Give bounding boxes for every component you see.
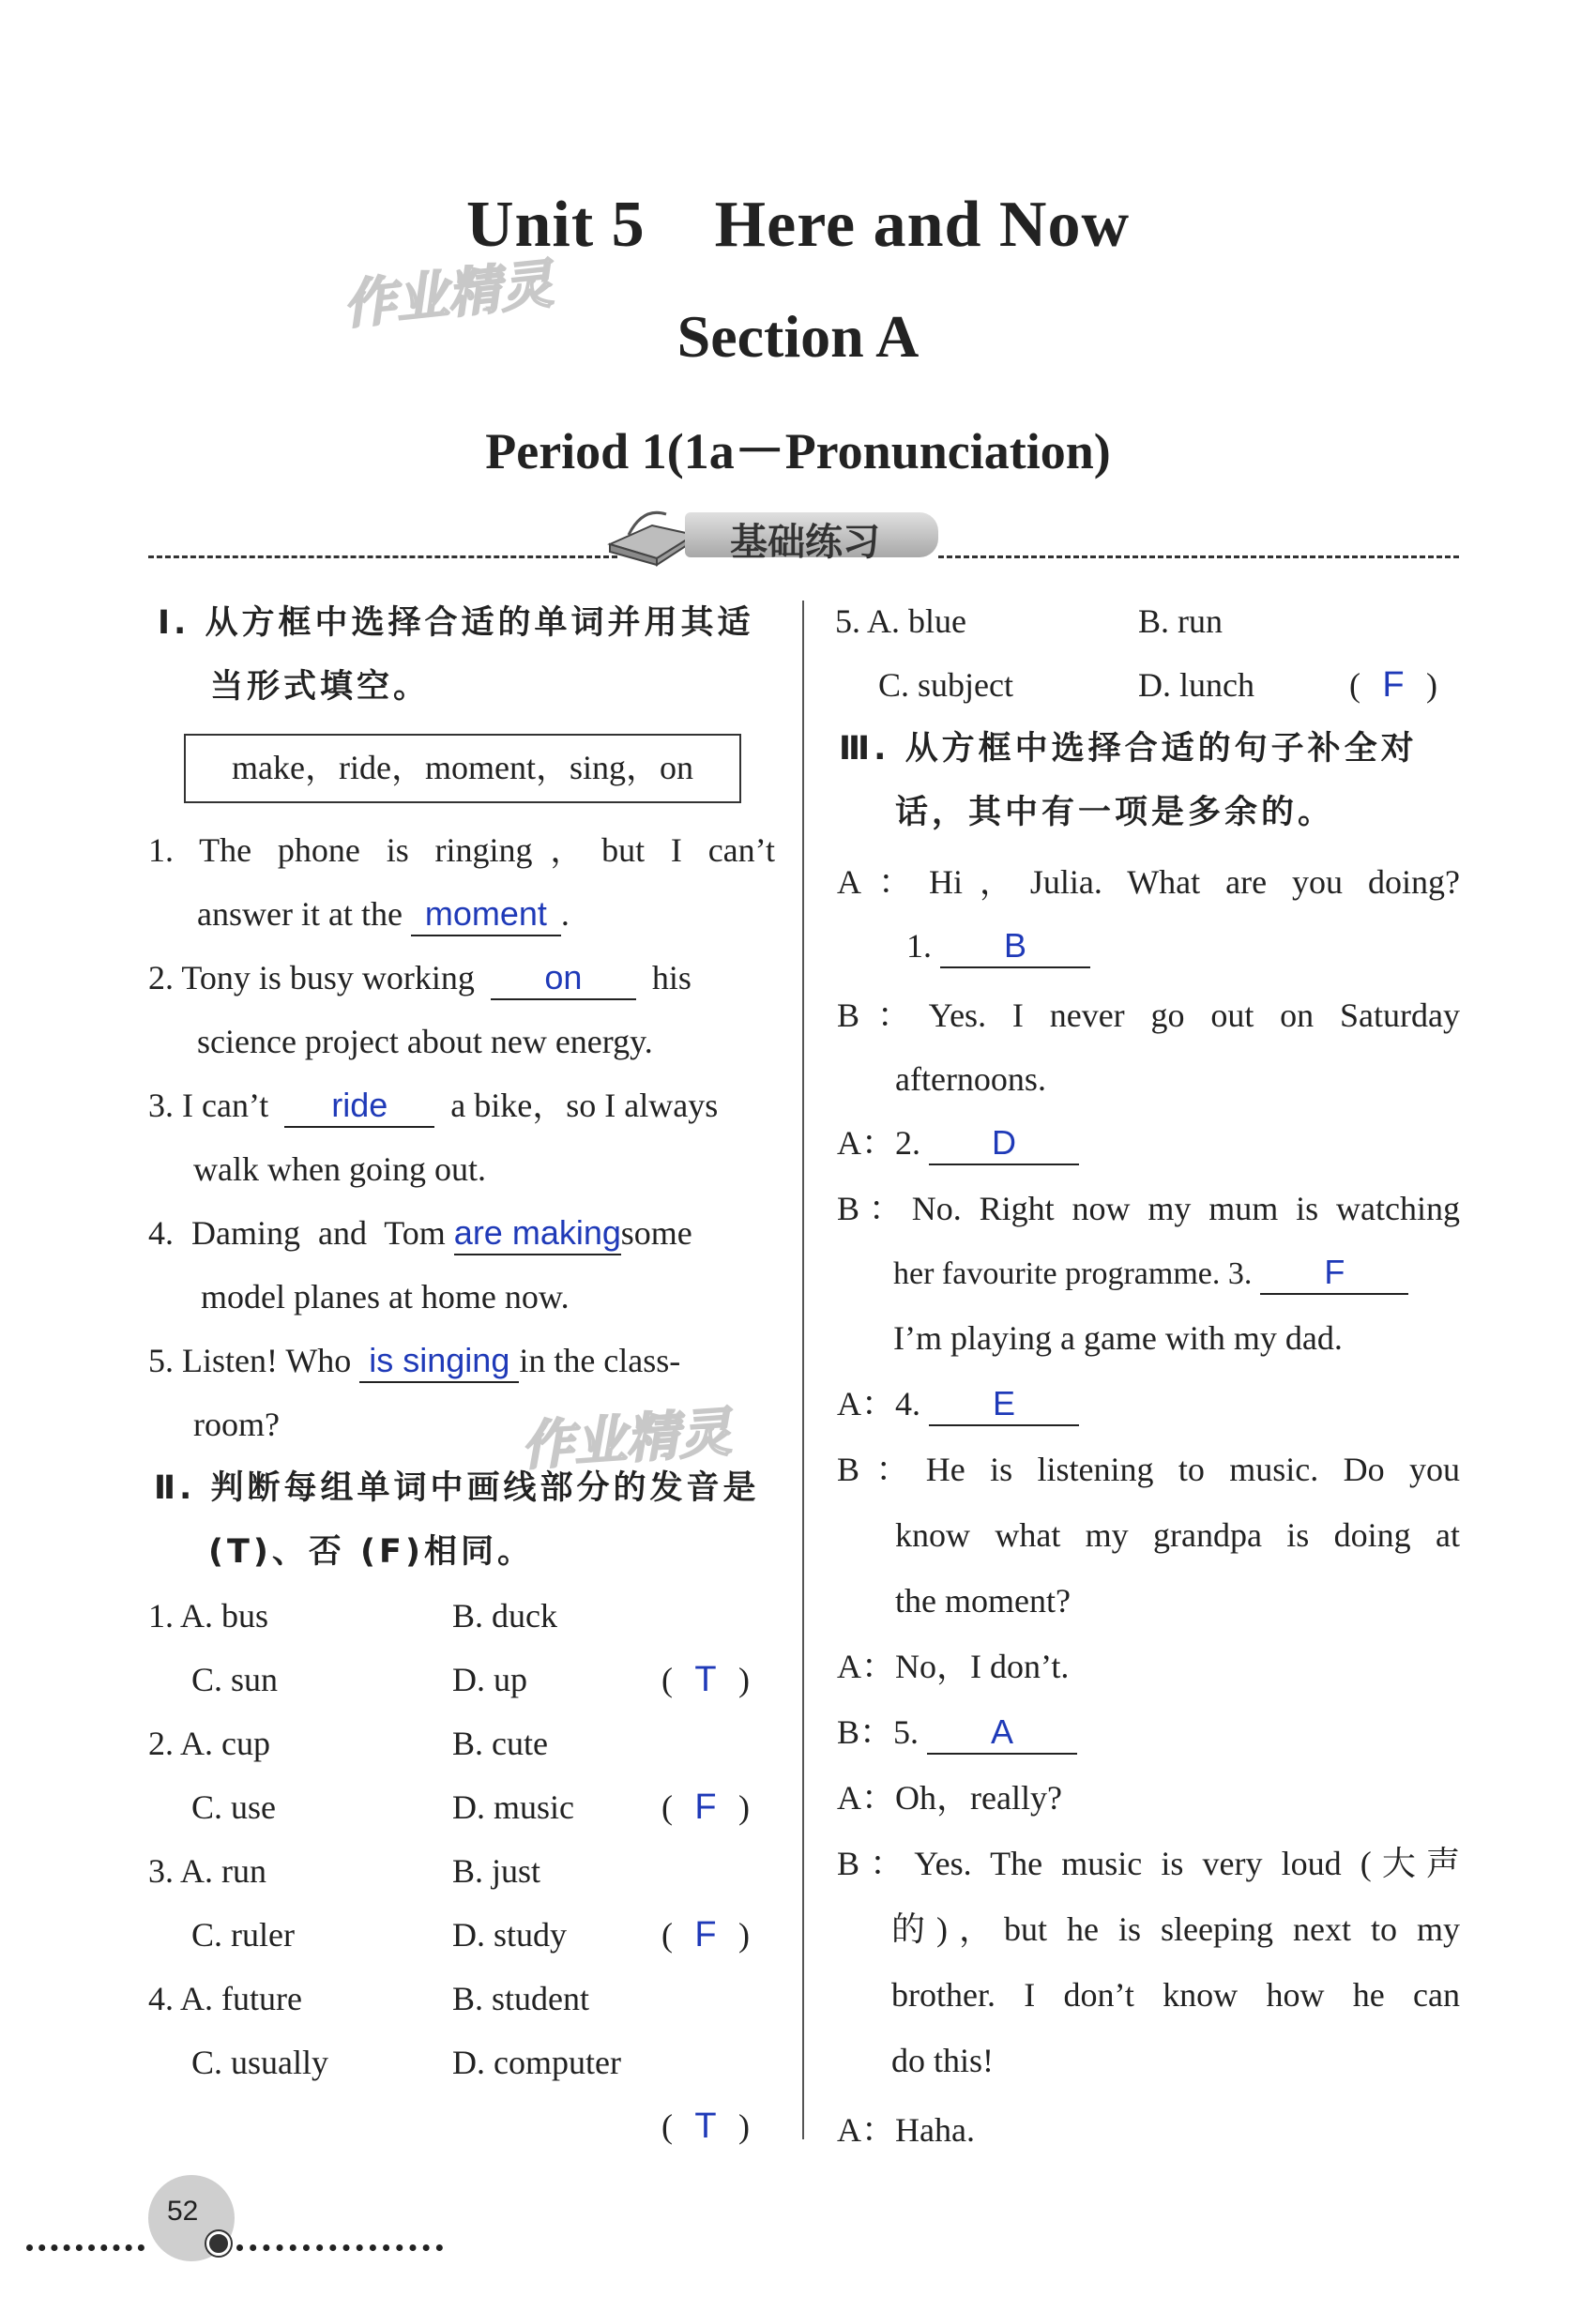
p2-item2-option-a: A. cup — [180, 1725, 270, 1762]
part1-title-line2: 当形式填空。 — [210, 668, 431, 706]
dialog-line-6c: the moment? — [895, 1582, 1071, 1620]
dialog-line-4b — [893, 1240, 1408, 1306]
dialog-line-10b: 的)，but he is sleeping next to my — [891, 1910, 1460, 1948]
part3-title-line2: 话，其中有一项是多余的。 — [895, 794, 1335, 831]
p2-item4-option-a: A. future — [180, 1980, 302, 2017]
dialog-line-7: A：No，I don’t. — [837, 1648, 1070, 1685]
p2-item3-num: 3. — [148, 1852, 174, 1890]
blank4[interactable] — [929, 1383, 1079, 1426]
dialog-line-10: B：Yes. The music is very loud (大声 — [837, 1845, 1460, 1882]
q3-text-end: a bike，so I always — [450, 1087, 719, 1124]
p2-item4-option-d: D. computer — [452, 2044, 621, 2081]
part1-title-line1: Ⅰ. 从方框中选择合适的单词并用其适 — [158, 604, 754, 642]
p2-item4-answer: T — [694, 2107, 717, 2146]
p2-item3-option-c: C. ruler — [191, 1916, 295, 1954]
p2-item4-answer-bracket[interactable]: ( T ) — [661, 2094, 774, 2159]
blank3[interactable] — [1260, 1252, 1408, 1295]
q5-text-end: in the class- — [519, 1342, 681, 1379]
p2-item3-option-a: A. run — [180, 1852, 267, 1890]
line5-text: A：4. — [837, 1385, 920, 1422]
blank5-answer: A — [991, 1712, 1014, 1751]
line4b-text: her favourite programme. 3. — [893, 1256, 1253, 1291]
p2-item5-answer: F — [1382, 665, 1405, 705]
dialog-blank-1 — [906, 914, 1090, 979]
page-number-dot-icon — [206, 2231, 231, 2256]
part3-title-line1: Ⅲ. 从方框中选择合适的句子补全对 — [839, 730, 1418, 768]
blank3-answer: F — [1324, 1253, 1345, 1291]
p2-item5-option-b: B. run — [1138, 602, 1223, 640]
page-number: 52 — [167, 2196, 199, 2227]
dialog-line-2b: afternoons. — [895, 1060, 1046, 1098]
p2-item3-answer-bracket[interactable]: ( F ) — [661, 1903, 774, 1968]
p2-item3-option-b: B. just — [452, 1852, 541, 1890]
unit-title: Unit 5 Here and Now — [465, 189, 1131, 261]
dialog-line-10c: brother. I don’t know how he can — [891, 1976, 1460, 2014]
blank4-answer: E — [992, 1384, 1015, 1422]
q5-answer: is singing — [369, 1341, 510, 1379]
p2-item2-answer: F — [694, 1787, 717, 1827]
p2-item1-option-b: B. duck — [452, 1597, 557, 1635]
q5-line2: room? — [193, 1406, 280, 1443]
dialog-line-4c: I’m playing a game with my dad. — [893, 1319, 1343, 1357]
p2-item2-num: 2. — [148, 1725, 174, 1762]
p2-item1-answer: T — [694, 1660, 717, 1699]
p2-item5-option-c: C. subject — [878, 666, 1013, 704]
blank1[interactable] — [940, 925, 1090, 968]
q3-answer: ride — [331, 1086, 388, 1124]
p2-item4-option-b: B. student — [452, 1980, 590, 2017]
blank1-num: 1. — [906, 927, 932, 965]
period-title: Period 1(1a－Pronunciation) — [485, 423, 1111, 479]
q4-text: 4. Daming and Tom — [148, 1214, 446, 1252]
q1-answer: moment — [424, 894, 547, 933]
blank1-answer: B — [1003, 926, 1026, 965]
q1-period: . — [560, 895, 570, 933]
q2-line2: science project about new energy. — [197, 1023, 653, 1060]
dialog-line-9: A：Oh，really? — [837, 1779, 1062, 1817]
word-box-text: make，ride，moment，sing，on — [232, 749, 693, 786]
part2-title-line1: Ⅱ. 判断每组单词中画线部分的发音是 — [154, 1469, 760, 1507]
p2-item5-row1 — [835, 589, 966, 654]
footer-dots-left — [26, 2244, 144, 2251]
p2-item5-answer-bracket[interactable]: ( F ) — [1349, 653, 1462, 718]
blank2-answer: D — [992, 1123, 1016, 1162]
q4-answer: are making — [453, 1213, 621, 1252]
p2-item2-option-b: B. cute — [452, 1725, 548, 1762]
p2-item3-answer: F — [694, 1915, 717, 1955]
p2-item5-option-a: A. blue — [867, 602, 966, 640]
p2-item2-option-c: C. use — [191, 1788, 276, 1826]
footer-dots-right — [236, 2244, 443, 2251]
p2-item3-option-d: D. study — [452, 1916, 568, 1954]
dialog-line-11: A：Haha. — [837, 2111, 975, 2149]
q3-line2: walk when going out. — [193, 1150, 486, 1188]
line8-text: B：5. — [837, 1713, 920, 1751]
q1-text: answer it at the — [197, 895, 403, 933]
dialog-line-3 — [837, 1111, 1079, 1176]
dialog-line-2: B：Yes. I never go out on Saturday — [837, 996, 1460, 1034]
watermark-top: 作业精灵 — [340, 253, 556, 337]
p2-item1-option-a: A. bus — [180, 1597, 269, 1635]
p2-item2-option-d: D. music — [452, 1788, 574, 1826]
dialog-line-6b: know what my grandpa is doing at — [895, 1516, 1460, 1554]
dialog-line-4: B：No. Right now my mum is watching — [837, 1190, 1460, 1227]
p2-item2-answer-bracket[interactable]: ( F ) — [661, 1775, 774, 1840]
p2-item1-option-c: C. sun — [191, 1661, 279, 1698]
q4-line2: model planes at home now. — [201, 1278, 570, 1316]
dialog-line-10d: do this! — [891, 2042, 995, 2079]
p2-item4-num: 4. — [148, 1980, 174, 2017]
p2-item1-num: 1. — [148, 1597, 174, 1635]
part2-title-line2: (T)、否 (F)相同。 — [208, 1533, 534, 1571]
watermark-middle: 作业精灵 — [519, 1402, 734, 1478]
banner-label: 基础练习 — [730, 521, 880, 564]
q2-text: 2. Tony is busy working — [148, 959, 475, 996]
dialog-line-6: B：He is listening to music. Do you — [837, 1451, 1460, 1488]
section-title: Section A — [676, 303, 920, 370]
p2-item5-num: 5. — [835, 602, 860, 640]
blank2[interactable] — [929, 1122, 1079, 1165]
q5-text: 5. Listen! Who — [148, 1342, 352, 1379]
p2-item4-option-c: C. usually — [191, 2044, 329, 2081]
p2-item1-answer-bracket[interactable]: ( T ) — [661, 1648, 774, 1712]
dialog-line-5 — [837, 1372, 1079, 1437]
q3-text: 3. I can’t — [148, 1087, 269, 1124]
q1-line1: 1. The phone is ringing，but I can’t — [148, 831, 775, 869]
q2-text-end: his — [651, 959, 692, 996]
dialog-line-1: A：Hi，Julia. What are you doing? — [837, 863, 1460, 901]
q4-text-end: some — [620, 1214, 692, 1252]
q2-answer: on — [544, 958, 583, 996]
blank5[interactable] — [927, 1711, 1077, 1755]
dialog-line-8 — [837, 1700, 1077, 1765]
p2-item1-option-d: D. up — [452, 1661, 527, 1698]
line3-text: A：2. — [837, 1124, 920, 1162]
p2-item5-option-d: D. lunch — [1138, 666, 1254, 704]
